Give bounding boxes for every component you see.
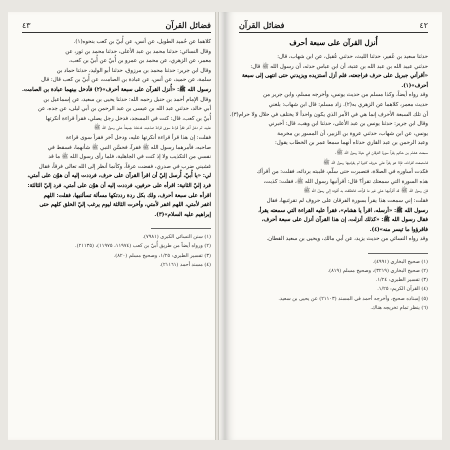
left-text-line: سلمة، عن حميد، عن أنس، عن عبادة بن الصامت، عن أُبيّ بن كعب قال: قال bbox=[41, 77, 211, 84]
left-page-running-title: فضائل القرآن bbox=[165, 20, 211, 30]
left-page-header bbox=[22, 20, 211, 30]
left-text-line: أبي خالد، حدثني عبد الله بن عيسى بن عبد الرحمن بن أبي ليلى، عن جده، عن bbox=[37, 106, 211, 113]
right-footnote-rule bbox=[368, 253, 428, 254]
left-header-rule bbox=[22, 32, 211, 33]
right-page bbox=[225, 12, 442, 440]
right-footnote: (٢) صحيح البخاري (٣٢١٩)، وصحيح مسلم (٨١٩). bbox=[327, 268, 428, 275]
book-spine bbox=[215, 12, 219, 440]
left-text-line: رسول الله ﷺ: «أُنزل القرآن على سبعة أحرف»(٢) فأدخل بينهما عبادة بن الصامت. bbox=[22, 86, 211, 93]
chapter-heading: أُنزل القرآن على سبعة أحرف bbox=[289, 38, 378, 47]
left-footnote: (٤) مسند أحمد (٢١١٦١). bbox=[159, 261, 211, 268]
right-text-line: أحرف»(١). bbox=[401, 82, 428, 89]
right-text-line: وقال ابن جرير: حدثنا يونس بن عبد الأعلى، حدثنا ابن وهب، قال: أخبرني bbox=[268, 121, 428, 128]
left-text-line: نفسي من التكذيب ولا إذ كنت في الجاهلية، فلما رأى رسول الله ﷺ ما قد bbox=[48, 154, 211, 161]
right-text-line: حدثني عبيد الله بن عبد الله بن عتبة، أن ابن عباس حدثه، أن رسول الله ﷺ قال: bbox=[250, 63, 428, 70]
right-text-line: هذه السورة التي سمعتك تقرأ؟ قال: أقرأنيها رسول الله ﷺ، فقلت: كذبت، bbox=[263, 178, 428, 185]
right-footnote: (٦) ينظر تمام تخريجه هناك. bbox=[370, 304, 428, 311]
left-text-line: وقال النسائي: حدثنا محمد بن عبد الأعلى، حدثنا محمد بن ثور، عن bbox=[65, 48, 211, 55]
right-text-line: وقد رواه النسائي من حديث يزيد، عن أبي مالك، ويحيى بن سعيد القطان. bbox=[266, 236, 428, 243]
left-text-line: معمر، عن الزهري، عن محمد بن عمرو بن أُبيّ عن أُبيّ بن كعب، bbox=[69, 58, 211, 65]
left-text-line: وقال ابن جرير: حدثنا محمد بن مرزوق، حدثنا أبو الوليد، حدثنا حماد بن bbox=[56, 67, 211, 74]
right-text-line: وعبد الرحمن بن عبد القاري حدثاه أنهما سمعا عمر بن الخطاب يقول: bbox=[274, 140, 428, 147]
right-page-number: ٤٢ bbox=[419, 20, 428, 30]
right-page-header bbox=[239, 20, 428, 30]
left-text-line: إبراهيم عليه السلام»(٣). bbox=[154, 211, 211, 218]
left-text-line: وقال الإمام أحمد بن حنبل رحمه الله: حدثنا يحيى بن سعيد، عن إسماعيل بن bbox=[43, 96, 211, 103]
left-page bbox=[8, 12, 225, 440]
left-text-line: لي: «يا أُبيّ، أُرسل إليّ أن اقرأ القرآن على حرف، فرددت إليه أن هوّن على أمتي، bbox=[27, 173, 211, 180]
right-footnote: (٤) القرآن الكريم: ١/٢٥. bbox=[377, 286, 428, 293]
right-text-line: فاستمعت لقراءته، فإذا هو يقرأ على حروف كثيرة لم يقرئنيها رسول الله ﷺ bbox=[323, 159, 428, 166]
left-footnote: (٣) تفسير الطبري: ١/٢٥، وصحيح مسلم (٨٢٠). bbox=[113, 252, 211, 259]
right-text-line: وقد رواه أيضاً، وكذا مسلم من حديث يونس، وأخرجه مسلم، وابن جرير من bbox=[263, 92, 428, 99]
right-footnote: (٥) إسناده صحيح، وأخرجه أحمد في المسند (٢١١٠٣) عن يحيى بن سعيد. bbox=[278, 295, 428, 302]
right-text-line: يونس، عن ابن شهاب، حدثني عروة بن الزبير، أن المسور بن مخرمة bbox=[277, 130, 428, 137]
right-footnote: (١) صحيح البخاري (٤٩٩١). bbox=[372, 258, 428, 265]
right-text-line: فاقرؤوا ما تيسر منه»(٤). bbox=[369, 226, 428, 233]
right-text-line: حديث معمر، كلاهما عن الزهري به(٢). زاد مسلم: قال ابن شهاب: بلغني bbox=[268, 101, 428, 108]
left-text-line: عليه، ثم دخل آخر فقرأ قراءة سوى قراءة صاحبه، فدخلنا جميعاً على رسول الله ﷺ bbox=[93, 125, 211, 132]
right-text-line: حدثنا سعيد بن عُفير، حدثنا الليث، حدثني عُقيل، عن ابن شهاب، قال: bbox=[277, 54, 428, 60]
right-text-line: رسول الله ﷺ: «أرسله، اقرأ يا هشام»، فقرأ عليه القراءة التي سمعته يقرأ، bbox=[258, 207, 428, 214]
right-text-line: فإن رسول الله ﷺ قد أقرأنيها على غير ما قرأت، فانطلقت به أقوده إلى رسول الله ﷺ bbox=[303, 188, 428, 195]
right-text-line: فكدت أساوره في الصلاة، فتصبرت حتى سلّم، فلببته بردائه، فقلت: من أقرأك bbox=[256, 169, 428, 176]
right-footnote: (٣) تفسير الطبري: ١/٢٤. bbox=[375, 277, 428, 284]
left-page-number: ٤٣ bbox=[22, 20, 31, 30]
left-text-line: صاحبه، فأمرهما رسول الله ﷺ فقرآ، فحسَّن النبي ﷺ شأنهما، فسقط في bbox=[47, 144, 211, 151]
left-footnote-rule bbox=[151, 228, 211, 229]
left-text-line: أُبيّ بن كعب، قال: كنت في المسجد، فدخل رجل يصلي، فقرأ قراءة أنكرتها bbox=[45, 115, 211, 122]
left-text-line: اقرأه على سبعة أحرف، ولك بكل ردة رددتكها مسألة تسألنيها، فقلت: اللهم bbox=[43, 192, 211, 199]
right-page-running-title: فضائل القرآن bbox=[239, 20, 285, 30]
left-text-line: فرد إليّ الثانية: اقرأه على حرفين، فرددت إليه أن هوّن على أمتي، فرد إليّ الثالثة: bbox=[27, 182, 211, 189]
right-text-line: سمعت هشام بن حكيم يقرأ سورة الفرقان في حياة رسول الله ﷺ، bbox=[335, 149, 428, 156]
right-text-line: أن تلك السبعة الأحرف إنما هي في الأمر الذي يكون واحداً لا يختلف في حلال ولا حرام(٣). bbox=[229, 111, 428, 118]
right-text-line: فقال رسول الله ﷺ: «كذلك أنزلت، إن هذا القرآن أنزل على سبعة أحرف، bbox=[261, 217, 428, 224]
left-footnote: (٢) ورواه أيضاً من طريق أُبيّ بن كعب (١١٩٧٤، ١١٩٧٥)، (٢١١٣٥). bbox=[75, 243, 211, 250]
right-header-rule bbox=[239, 32, 428, 33]
right-page-body bbox=[229, 38, 428, 313]
left-text-line: كلاهما عن حُميد الطويل، عن أنس، عن أُبيّ بن كعب بنحوه(١). bbox=[73, 39, 211, 45]
open-book bbox=[8, 12, 442, 440]
right-text-line: فقلت: إني سمعت هذا يقرأ بسورة الفرقان على حروف لم تقرئنيها، فقال bbox=[266, 197, 428, 204]
left-page-body bbox=[22, 38, 211, 270]
right-text-line: «أقرأني جبريل على حرف فراجعته، فلم أزل أستزيده ويزيدني حتى انتهى إلى سبعة bbox=[241, 73, 428, 80]
left-text-line: غشيني ضرب في صدري، ففضت عرقاً، وكأنما أنظر إلى الله تعالى فرقاً، فقال bbox=[38, 163, 211, 170]
left-text-line: اغفر لأمتي، اللهم اغفر لأمتي، وأخرت الثالثة ليوم يرغب إليّ الخلق كلهم حتى bbox=[39, 202, 211, 209]
left-text-line: فقلت: إن هذا قرأ قراءة أنكرتها عليه، ودخل آخر فقرأ سوى قراءة bbox=[66, 134, 211, 141]
left-footnote: (١) سنن النسائي الكبرى (٧٩٨١). bbox=[142, 234, 211, 241]
